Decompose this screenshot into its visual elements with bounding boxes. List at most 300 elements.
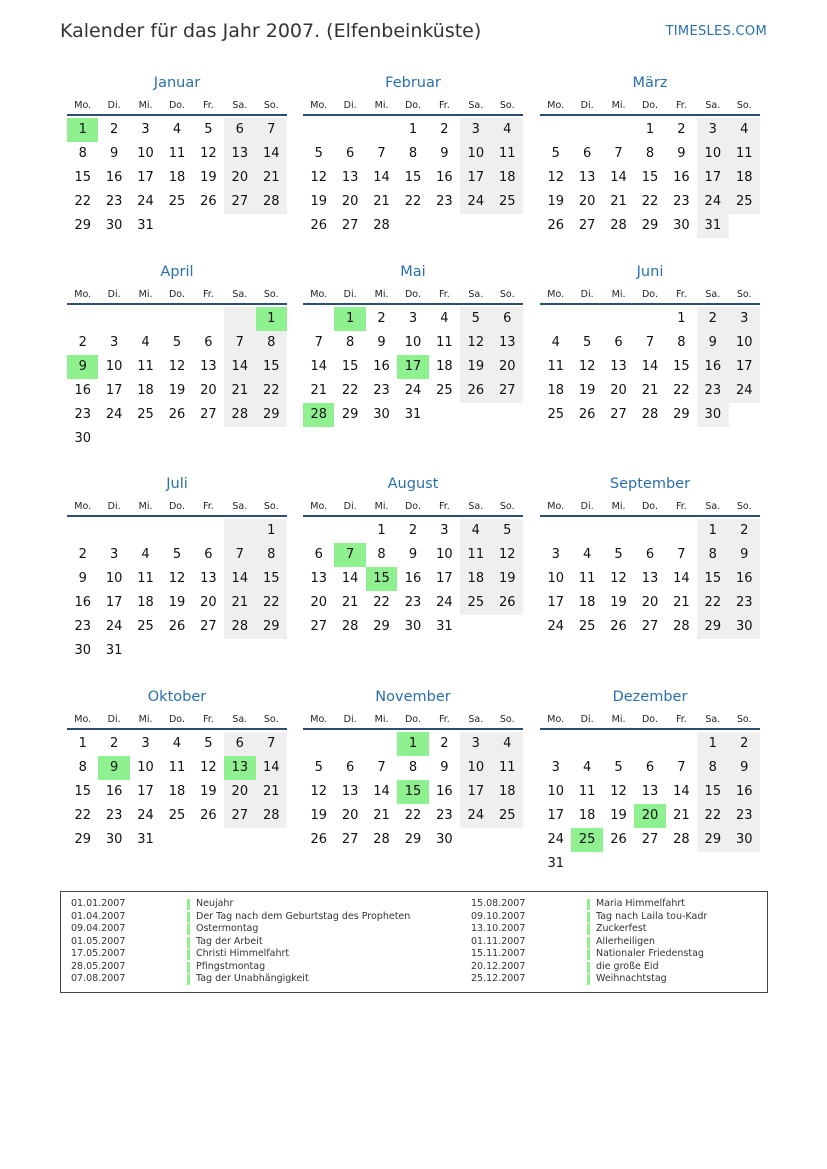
day-cell[interactable]: 6 [204,547,213,562]
day-cell[interactable]: 16 [673,170,690,185]
day-cell[interactable]: 25 [137,407,154,422]
day-cell[interactable]: 20 [634,804,665,828]
day-cell[interactable]: 20 [224,780,255,804]
day-cell[interactable]: 21 [256,780,287,804]
day-cell[interactable]: 13 [610,359,627,374]
day-cell[interactable]: 5 [172,335,182,350]
day-cell[interactable]: 21 [373,808,390,823]
day-cell[interactable]: 30 [373,407,390,422]
day-cell[interactable]: 6 [345,146,355,161]
day-cell[interactable]: 16 [436,784,453,799]
day-cell[interactable]: 9 [440,760,449,775]
day-cell[interactable]: 30 [404,619,422,634]
day-cell[interactable]: 14 [673,784,690,799]
day-cell[interactable]: 21 [373,194,390,209]
day-cell[interactable]: 22 [74,194,91,209]
day-cell[interactable]: 26 [610,619,627,634]
day-cell[interactable]: 9 [98,756,129,780]
day-cell[interactable]: 28 [256,804,287,828]
day-cell[interactable]: 29 [74,832,91,847]
day-cell[interactable]: 9 [408,547,418,562]
day-cell[interactable]: 26 [200,808,217,823]
day-cell[interactable]: 6 [582,146,592,161]
day-cell[interactable]: 5 [492,519,523,543]
day-cell[interactable]: 6 [645,547,655,562]
day-cell[interactable]: 27 [200,619,217,634]
day-cell[interactable]: 11 [137,571,154,586]
day-cell[interactable]: 24 [547,832,564,847]
day-cell[interactable]: 16 [74,383,91,398]
day-cell[interactable]: 21 [224,379,255,403]
day-cell[interactable]: 2 [729,732,760,756]
day-cell[interactable]: 17 [137,784,154,799]
day-cell[interactable]: 19 [200,784,217,799]
day-cell[interactable]: 6 [614,335,623,350]
day-cell[interactable]: 24 [460,804,491,828]
day-cell[interactable]: 16 [697,355,728,379]
day-cell[interactable]: 25 [492,190,523,214]
day-cell[interactable]: 26 [200,194,217,209]
day-cell[interactable]: 24 [697,190,728,214]
day-cell[interactable]: 11 [168,760,186,775]
day-cell[interactable]: 29 [373,619,390,634]
day-cell[interactable]: 1 [408,122,418,137]
day-cell[interactable]: 26 [310,218,327,233]
day-cell[interactable]: 5 [614,760,623,775]
day-cell[interactable]: 18 [492,780,523,804]
day-cell[interactable]: 1 [677,311,686,326]
day-cell[interactable]: 29 [641,218,659,233]
day-cell[interactable]: 5 [614,547,623,562]
day-cell[interactable]: 12 [200,146,217,161]
day-cell[interactable]: 16 [404,571,422,586]
day-cell[interactable]: 30 [105,832,123,847]
day-cell[interactable]: 26 [547,218,564,233]
day-cell[interactable]: 5 [314,760,323,775]
day-cell[interactable]: 1 [697,732,728,756]
day-cell[interactable]: 9 [729,543,760,567]
day-cell[interactable]: 10 [547,784,564,799]
day-cell[interactable]: 7 [677,760,686,775]
day-cell[interactable]: 18 [168,784,186,799]
day-cell[interactable]: 28 [673,619,690,634]
day-cell[interactable]: 3 [460,118,491,142]
day-cell[interactable]: 14 [224,355,255,379]
day-cell[interactable]: 22 [373,595,390,610]
day-cell[interactable]: 22 [341,383,359,398]
day-cell[interactable]: 30 [74,431,91,446]
day-cell[interactable]: 27 [200,407,217,422]
day-cell[interactable]: 8 [645,146,655,161]
day-cell[interactable]: 8 [697,543,728,567]
day-cell[interactable]: 20 [641,595,659,610]
day-cell[interactable]: 12 [610,571,627,586]
day-cell[interactable]: 13 [641,784,659,799]
day-cell[interactable]: 31 [697,214,728,238]
day-cell[interactable]: 23 [729,804,760,828]
day-cell[interactable]: 8 [377,547,386,562]
day-cell[interactable]: 30 [105,218,123,233]
day-cell[interactable]: 27 [492,379,523,403]
day-cell[interactable]: 20 [200,595,217,610]
brand-link[interactable]: TIMESLES.COM [665,24,767,39]
day-cell[interactable]: 15 [641,170,659,185]
day-cell[interactable]: 25 [571,828,602,852]
day-cell[interactable]: 21 [310,383,327,398]
day-cell[interactable]: 13 [224,756,255,780]
day-cell[interactable]: 6 [345,760,355,775]
day-cell[interactable]: 9 [67,355,98,379]
day-cell[interactable]: 31 [547,856,564,871]
day-cell[interactable]: 4 [551,335,560,350]
day-cell[interactable]: 17 [729,355,760,379]
day-cell[interactable]: 15 [366,567,397,591]
day-cell[interactable]: 23 [436,808,453,823]
day-cell[interactable]: 5 [582,335,592,350]
day-cell[interactable]: 4 [582,547,592,562]
day-cell[interactable]: 2 [677,122,686,137]
day-cell[interactable]: 9 [377,335,386,350]
day-cell[interactable]: 2 [109,736,119,751]
day-cell[interactable]: 19 [547,194,564,209]
day-cell[interactable]: 27 [610,407,627,422]
day-cell[interactable]: 18 [137,383,154,398]
day-cell[interactable]: 13 [310,571,327,586]
day-cell[interactable]: 22 [673,383,690,398]
day-cell[interactable]: 29 [74,218,91,233]
day-cell[interactable]: 5 [204,736,213,751]
day-cell[interactable]: 25 [460,591,491,615]
day-cell[interactable]: 23 [729,591,760,615]
day-cell[interactable]: 13 [341,784,359,799]
day-cell[interactable]: 10 [547,571,564,586]
day-cell[interactable]: 18 [137,595,154,610]
day-cell[interactable]: 23 [105,194,123,209]
day-cell[interactable]: 12 [168,571,186,586]
day-cell[interactable]: 28 [256,190,287,214]
day-cell[interactable]: 27 [578,218,596,233]
day-cell[interactable]: 8 [256,543,287,567]
day-cell[interactable]: 10 [404,335,422,350]
day-cell[interactable]: 17 [547,595,564,610]
day-cell[interactable]: 22 [404,194,422,209]
day-cell[interactable]: 16 [373,359,390,374]
day-cell[interactable]: 1 [256,307,287,331]
day-cell[interactable]: 12 [547,170,564,185]
day-cell[interactable]: 11 [578,571,596,586]
day-cell[interactable]: 31 [137,218,154,233]
day-cell[interactable]: 7 [256,118,287,142]
day-cell[interactable]: 2 [78,547,87,562]
day-cell[interactable]: 4 [582,760,592,775]
day-cell[interactable]: 19 [168,383,186,398]
day-cell[interactable]: 4 [492,732,523,756]
day-cell[interactable]: 10 [436,547,453,562]
day-cell[interactable]: 28 [673,832,690,847]
day-cell[interactable]: 23 [697,379,728,403]
day-cell[interactable]: 27 [224,190,255,214]
day-cell[interactable]: 14 [673,571,690,586]
day-cell[interactable]: 17 [697,166,728,190]
day-cell[interactable]: 16 [729,780,760,804]
day-cell[interactable]: 18 [168,170,186,185]
day-cell[interactable]: 29 [341,407,359,422]
day-cell[interactable]: 29 [697,828,728,852]
day-cell[interactable]: 19 [610,595,627,610]
day-cell[interactable]: 26 [492,591,523,615]
day-cell[interactable]: 20 [610,383,627,398]
day-cell[interactable]: 19 [310,808,327,823]
day-cell[interactable]: 11 [168,146,186,161]
day-cell[interactable]: 22 [256,379,287,403]
day-cell[interactable]: 22 [641,194,659,209]
day-cell[interactable]: 23 [436,194,453,209]
day-cell[interactable]: 19 [578,383,596,398]
day-cell[interactable]: 2 [377,311,386,326]
day-cell[interactable]: 20 [341,808,359,823]
day-cell[interactable]: 9 [697,331,728,355]
day-cell[interactable]: 22 [256,591,287,615]
day-cell[interactable]: 30 [673,218,690,233]
day-cell[interactable]: 11 [436,335,453,350]
day-cell[interactable]: 6 [224,732,255,756]
day-cell[interactable]: 10 [697,142,728,166]
day-cell[interactable]: 4 [141,335,150,350]
day-cell[interactable]: 31 [404,407,422,422]
day-cell[interactable]: 18 [460,567,491,591]
day-cell[interactable]: 24 [105,619,123,634]
day-cell[interactable]: 24 [460,190,491,214]
day-cell[interactable]: 7 [334,543,365,567]
day-cell[interactable]: 2 [440,122,449,137]
day-cell[interactable]: 14 [610,170,627,185]
day-cell[interactable]: 12 [460,331,491,355]
day-cell[interactable]: 10 [137,760,154,775]
day-cell[interactable]: 29 [697,615,728,639]
day-cell[interactable]: 25 [729,190,760,214]
day-cell[interactable]: 4 [729,118,760,142]
day-cell[interactable]: 30 [729,828,760,852]
day-cell[interactable]: 15 [256,355,287,379]
day-cell[interactable]: 10 [460,756,491,780]
day-cell[interactable]: 10 [105,359,123,374]
day-cell[interactable]: 25 [168,808,186,823]
day-cell[interactable]: 17 [137,170,154,185]
day-cell[interactable]: 14 [373,784,390,799]
day-cell[interactable]: 23 [105,808,123,823]
day-cell[interactable]: 31 [105,643,123,658]
day-cell[interactable]: 21 [610,194,627,209]
day-cell[interactable]: 12 [310,170,327,185]
day-cell[interactable]: 28 [303,403,334,427]
day-cell[interactable]: 12 [610,784,627,799]
day-cell[interactable]: 5 [551,146,560,161]
day-cell[interactable]: 19 [168,595,186,610]
day-cell[interactable]: 18 [578,595,596,610]
day-cell[interactable]: 30 [436,832,453,847]
day-cell[interactable]: 20 [310,595,327,610]
day-cell[interactable]: 3 [109,547,119,562]
day-cell[interactable]: 24 [547,619,564,634]
day-cell[interactable]: 19 [310,194,327,209]
day-cell[interactable]: 10 [105,571,123,586]
day-cell[interactable]: 18 [547,383,564,398]
day-cell[interactable]: 11 [137,359,154,374]
day-cell[interactable]: 21 [256,166,287,190]
day-cell[interactable]: 23 [74,407,91,422]
day-cell[interactable]: 15 [256,567,287,591]
day-cell[interactable]: 3 [460,732,491,756]
day-cell[interactable]: 18 [492,166,523,190]
day-cell[interactable]: 14 [256,756,287,780]
day-cell[interactable]: 13 [341,170,359,185]
day-cell[interactable]: 15 [697,567,728,591]
day-cell[interactable]: 12 [200,760,217,775]
day-cell[interactable]: 27 [224,804,255,828]
day-cell[interactable]: 14 [224,567,255,591]
day-cell[interactable]: 9 [677,146,686,161]
day-cell[interactable]: 4 [460,519,491,543]
day-cell[interactable]: 1 [256,519,287,543]
day-cell[interactable]: 17 [105,383,123,398]
day-cell[interactable]: 2 [78,335,87,350]
day-cell[interactable]: 13 [224,142,255,166]
day-cell[interactable]: 20 [341,194,359,209]
day-cell[interactable]: 11 [578,784,596,799]
day-cell[interactable]: 28 [224,403,255,427]
day-cell[interactable]: 11 [492,142,523,166]
day-cell[interactable]: 17 [547,808,564,823]
day-cell[interactable]: 31 [436,619,453,634]
day-cell[interactable]: 20 [200,383,217,398]
day-cell[interactable]: 11 [460,543,491,567]
day-cell[interactable]: 3 [109,335,119,350]
day-cell[interactable]: 22 [74,808,91,823]
day-cell[interactable]: 18 [578,808,596,823]
day-cell[interactable]: 3 [408,311,418,326]
day-cell[interactable]: 26 [610,832,627,847]
day-cell[interactable]: 21 [341,595,359,610]
day-cell[interactable]: 19 [200,170,217,185]
day-cell[interactable]: 8 [697,756,728,780]
day-cell[interactable]: 25 [578,619,596,634]
day-cell[interactable]: 21 [673,808,690,823]
day-cell[interactable]: 28 [641,407,659,422]
day-cell[interactable]: 25 [547,407,564,422]
day-cell[interactable]: 20 [578,194,596,209]
day-cell[interactable]: 13 [578,170,596,185]
day-cell[interactable]: 13 [200,359,217,374]
day-cell[interactable]: 24 [729,379,760,403]
day-cell[interactable]: 28 [224,615,255,639]
day-cell[interactable]: 28 [373,218,390,233]
day-cell[interactable]: 6 [492,307,523,331]
day-cell[interactable]: 4 [141,547,150,562]
day-cell[interactable]: 1 [697,519,728,543]
day-cell[interactable]: 13 [492,331,523,355]
day-cell[interactable]: 31 [137,832,154,847]
day-cell[interactable]: 8 [408,146,418,161]
day-cell[interactable]: 28 [373,832,390,847]
day-cell[interactable]: 15 [404,170,422,185]
day-cell[interactable]: 17 [460,166,491,190]
day-cell[interactable]: 25 [137,619,154,634]
day-cell[interactable]: 3 [551,547,560,562]
day-cell[interactable]: 15 [341,359,359,374]
day-cell[interactable]: 8 [78,146,87,161]
day-cell[interactable]: 7 [677,547,686,562]
day-cell[interactable]: 5 [314,146,323,161]
day-cell[interactable]: 23 [373,383,390,398]
day-cell[interactable]: 4 [172,122,182,137]
day-cell[interactable]: 24 [436,595,453,610]
day-cell[interactable]: 23 [404,595,422,610]
day-cell[interactable]: 26 [460,379,491,403]
day-cell[interactable]: 12 [168,359,186,374]
day-cell[interactable]: 28 [341,619,359,634]
day-cell[interactable]: 3 [697,118,728,142]
day-cell[interactable]: 6 [645,760,655,775]
day-cell[interactable]: 16 [74,595,91,610]
day-cell[interactable]: 30 [729,615,760,639]
day-cell[interactable]: 8 [408,760,418,775]
day-cell[interactable]: 11 [492,756,523,780]
day-cell[interactable]: 9 [78,571,87,586]
day-cell[interactable]: 7 [224,331,255,355]
day-cell[interactable]: 19 [492,567,523,591]
day-cell[interactable]: 20 [224,166,255,190]
day-cell[interactable]: 21 [224,591,255,615]
day-cell[interactable]: 29 [256,615,287,639]
day-cell[interactable]: 7 [377,760,386,775]
day-cell[interactable]: 29 [404,832,422,847]
day-cell[interactable]: 13 [641,571,659,586]
day-cell[interactable]: 13 [200,571,217,586]
day-cell[interactable]: 4 [440,311,449,326]
day-cell[interactable]: 19 [460,355,491,379]
day-cell[interactable]: 1 [645,122,655,137]
day-cell[interactable]: 1 [397,732,428,756]
day-cell[interactable]: 26 [168,407,186,422]
day-cell[interactable]: 26 [310,832,327,847]
day-cell[interactable]: 2 [408,523,418,538]
day-cell[interactable]: 6 [314,547,323,562]
day-cell[interactable]: 24 [404,383,422,398]
day-cell[interactable]: 15 [74,170,91,185]
day-cell[interactable]: 5 [460,307,491,331]
day-cell[interactable]: 21 [673,595,690,610]
day-cell[interactable]: 2 [729,519,760,543]
day-cell[interactable]: 16 [105,784,123,799]
day-cell[interactable]: 24 [137,194,154,209]
day-cell[interactable]: 26 [168,619,186,634]
day-cell[interactable]: 24 [137,808,154,823]
day-cell[interactable]: 3 [729,307,760,331]
day-cell[interactable]: 22 [404,808,422,823]
day-cell[interactable]: 1 [78,736,87,751]
day-cell[interactable]: 11 [547,359,564,374]
day-cell[interactable]: 15 [673,359,690,374]
day-cell[interactable]: 14 [341,571,359,586]
day-cell[interactable]: 22 [697,804,728,828]
day-cell[interactable]: 25 [492,804,523,828]
day-cell[interactable]: 30 [697,403,728,427]
day-cell[interactable]: 3 [551,760,560,775]
day-cell[interactable]: 5 [172,547,182,562]
day-cell[interactable]: 12 [492,543,523,567]
day-cell[interactable]: 29 [673,407,690,422]
day-cell[interactable]: 1 [334,307,365,331]
